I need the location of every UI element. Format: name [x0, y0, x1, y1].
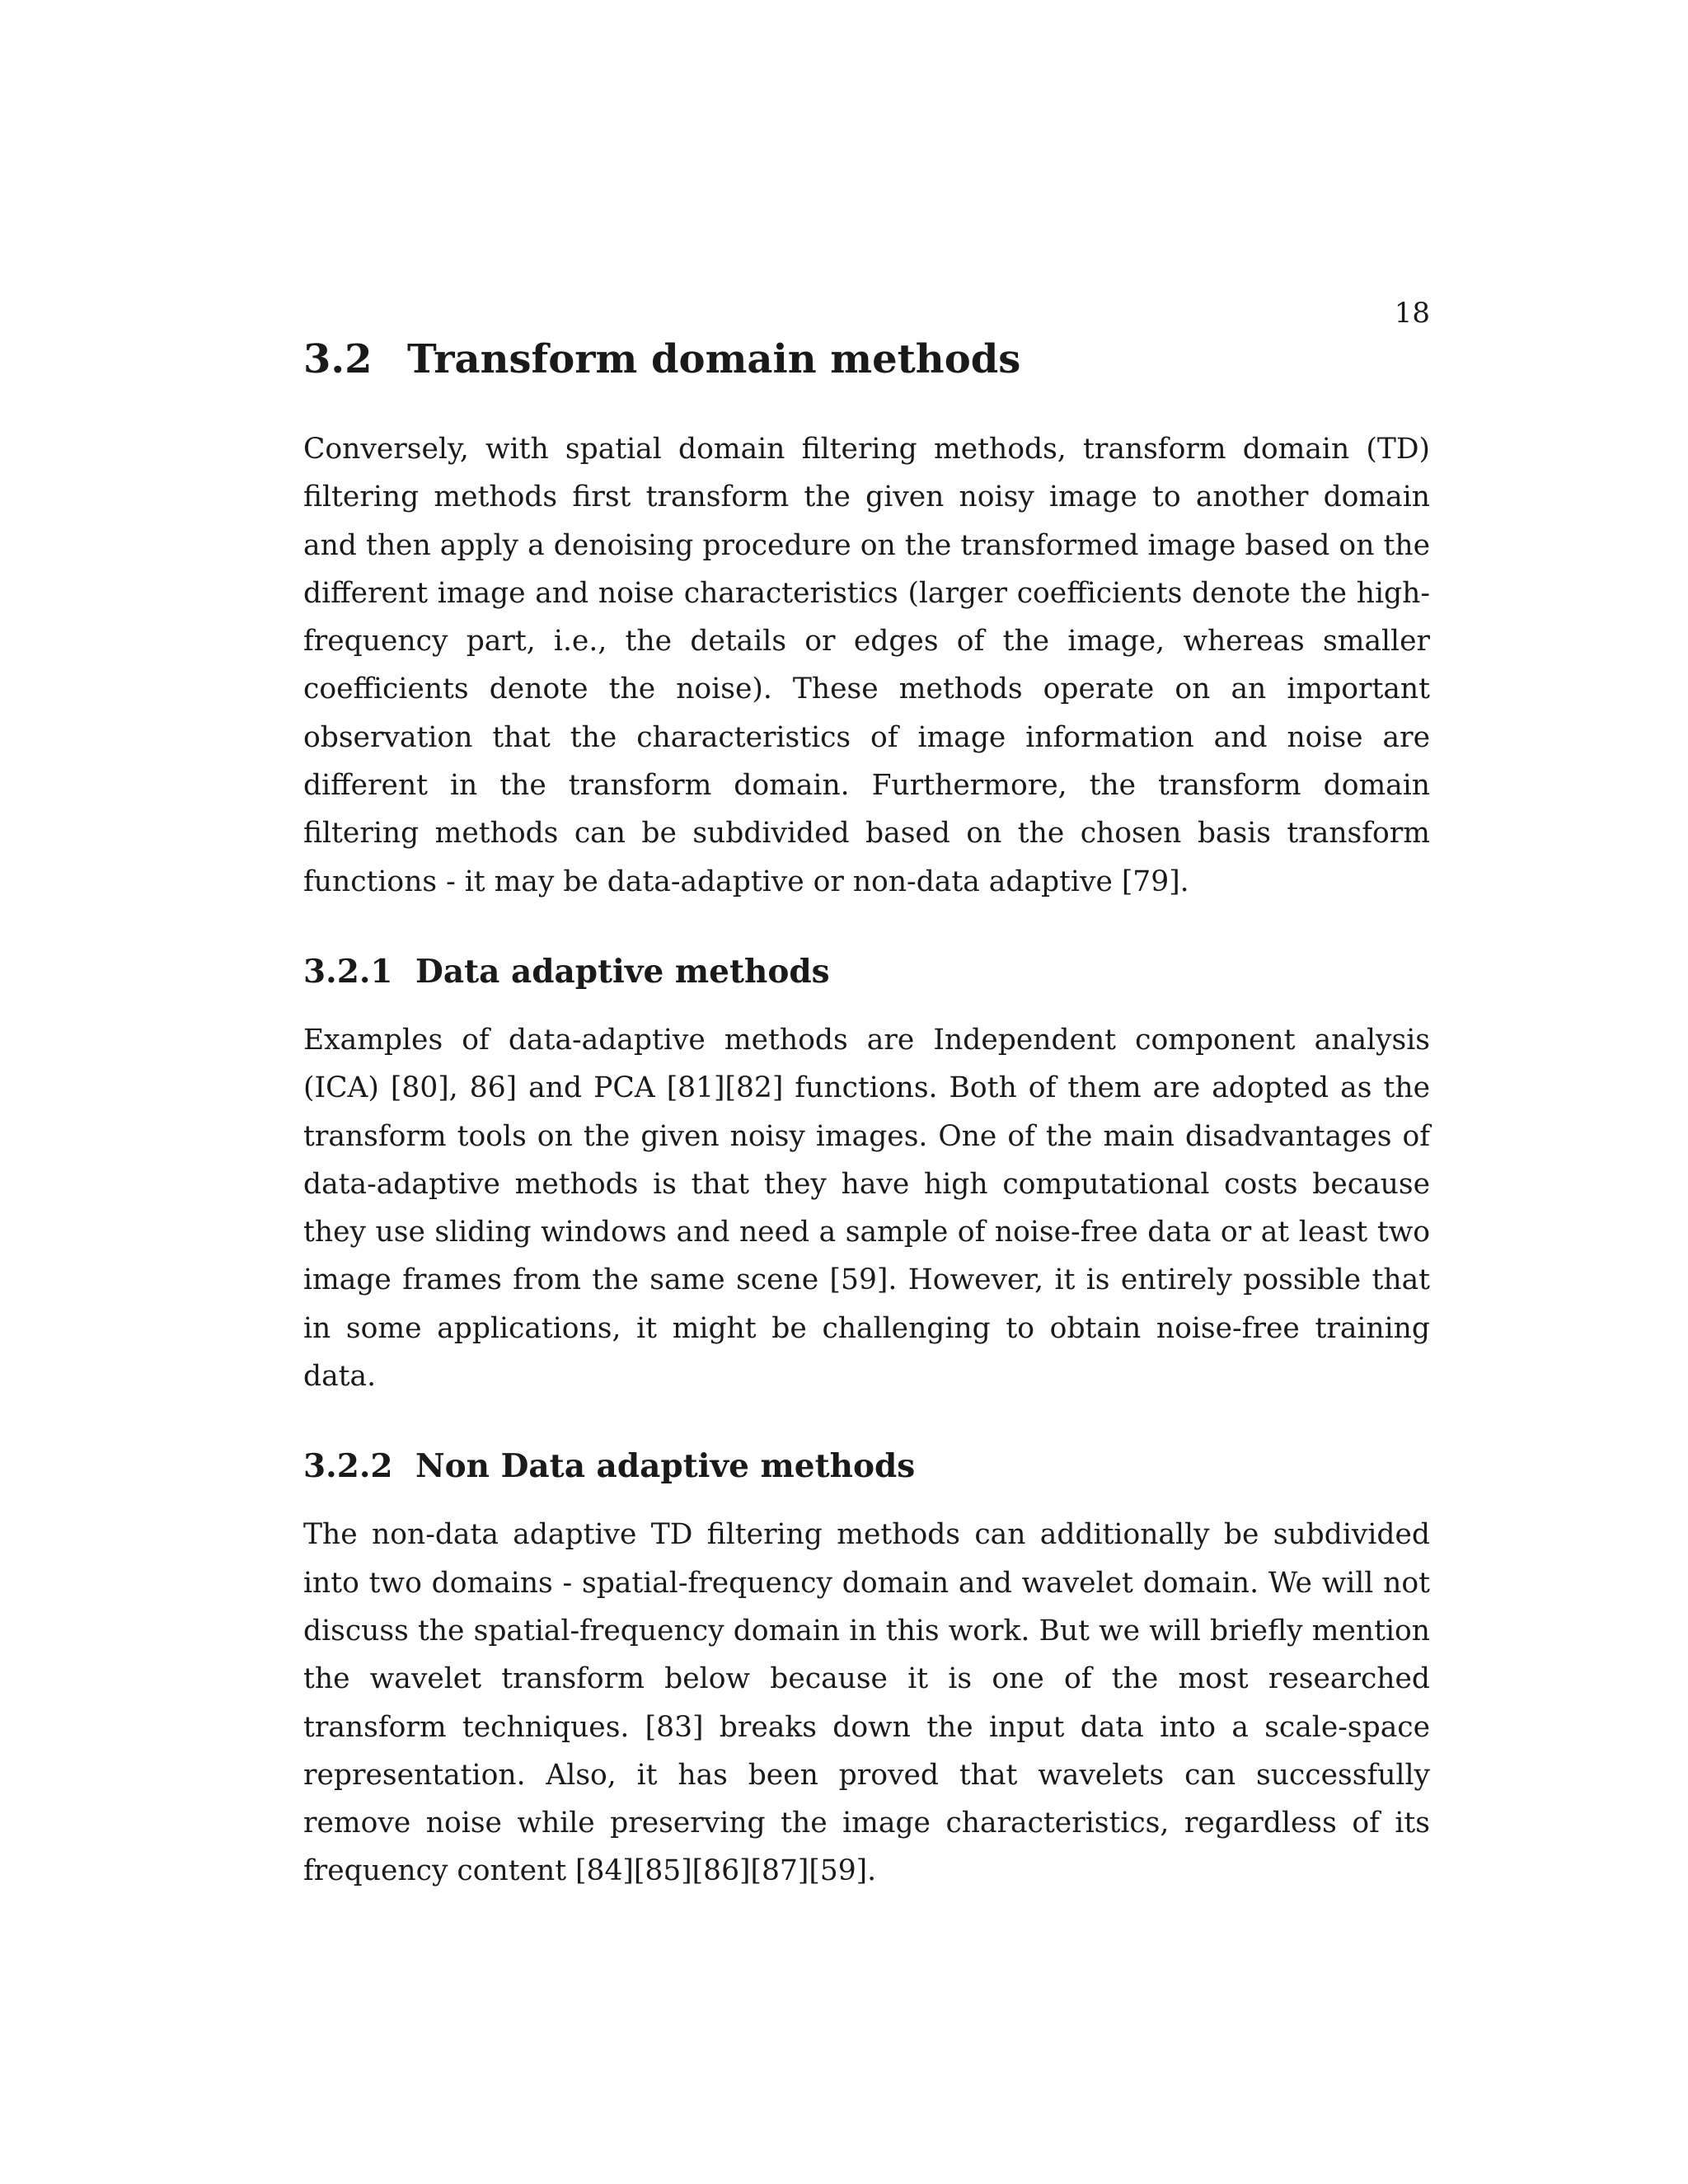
- subsection-title: Data adaptive methods: [415, 952, 830, 991]
- page-number: 18: [1394, 297, 1430, 330]
- subsection-title: Non Data adaptive methods: [415, 1447, 916, 1486]
- page-content: [303, 330, 1430, 1896]
- subsection-paragraph: Examples of data-adaptive methods are Independent component analysis (ICA) [80], 86] and PCA [81][82] functions. Both of them are adopted as the transform tools on the given noisy images. One of the main disadvantages of data-adaptive methods is that they have high computational costs because they use sliding windows and need a sample of noise-free data or at least two image frames from the same scene [59]. However, it is entirely possible that in some applications, it might be challenging to obtain noise-free training data.: [303, 1023, 1430, 1394]
- section-title: Transform domain methods: [407, 336, 1021, 382]
- section-paragraph: Conversely, with spatial domain filtering methods, transform domain (TD) filtering methods first transform the given noisy image to another domain and then apply a denoising procedure on the transformed image based on the different image and noise characteristics (larger coefficients denote the high-frequency part, i.e., the details or edges of the image, whereas smaller coefficients denote the noise). These methods operate on an important observation that the characteristics of image information and noise are different in the transform domain. Furthermore, the transform domain filtering methods can be subdivided based on the chosen basis transform functions - it may be data-adaptive or non-data adaptive [79].: [303, 433, 1430, 898]
- section-heading: [303, 330, 1430, 389]
- subsection-paragraph: The non-data adaptive TD filtering methods can additionally be subdivided into two domains - spatial-frequency domain and wavelet domain. We will not discuss the spatial-frequency domain in this work. But we will briefly mention the wavelet transform below because it is one of the most researched transform techniques. [83] breaks down the input data into a scale-space representation. Also, it has been proved that wavelets can successfully remove noise while preserving the image characteristics, regardless of its frequency content [84][85][86][87][59].: [303, 1518, 1430, 1888]
- subsection-heading: [303, 947, 1430, 996]
- section-number: 3.2: [303, 336, 373, 382]
- subsection-number: 3.2.2: [303, 1447, 393, 1486]
- subsection-number: 3.2.1: [303, 952, 393, 991]
- subsection-heading: [303, 1441, 1430, 1491]
